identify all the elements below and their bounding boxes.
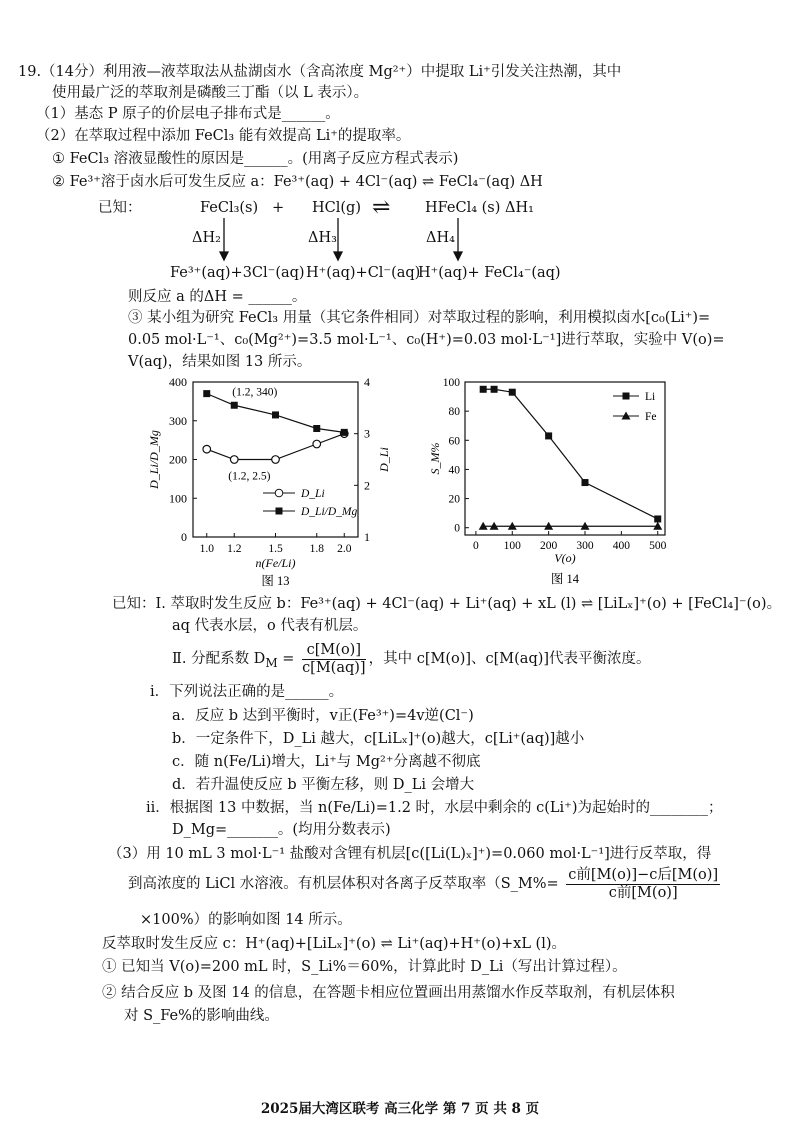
q-ii-line2: D_Mg=_______。(均用分数表示) [172,822,391,838]
cycle-product-1: Fe³⁺(aq)+3Cl⁻(aq) [170,265,305,281]
fig14-point-li [491,386,498,393]
cycle-arrows [0,0,800,300]
fig14-point-li [545,432,552,439]
fig13-right-axis-label: D_Li [377,447,391,472]
part3-line2-prefix: 到高浓度的 LiCl 水溶液。有机层体积对各离子反萃取率（S_M%= [128,876,559,892]
fig13-left-axis-label: D_Li/D_Mg [147,430,161,489]
fig13-annotation-ratio: (1.2, 340) [232,386,278,399]
fig13-x-tick-label: 1.8 [309,543,324,555]
fig14-x-tick-label: 400 [612,540,630,552]
fig14-y-tick-label: 100 [442,377,460,389]
partition-def-suffix: ，其中 c[M(o)]、c[M(aq)]代表平衡浓度。 [368,651,651,667]
fig14-point-li [582,479,589,486]
option-d: d．若升温使反应 b 平衡左移，则 D_Li 会增大 [172,777,475,793]
question-stem-line2: 使用最广泛的萃取剂是磷酸三丁酯（以 L 表示）。 [52,85,369,101]
fig13-right-tick-label: 4 [364,375,370,389]
fig13-title: 图 13 [261,574,290,588]
fig14-y-tick-label: 80 [448,406,460,419]
figure-14-chart [425,370,685,590]
fig13-point-ratio [313,425,320,432]
extraction-rate-denominator: c前[M(o)] [608,884,678,901]
cycle-reactant-fecl3: FeCl₃(s) [200,200,259,216]
part2-sub3-line2: 0.05 mol·L⁻¹、c₀(Mg²⁺)=3.5 mol·L⁻¹、c₀(H⁺)=0.03 mol·L⁻¹]进行萃取，实验中 V(o)= [128,332,725,348]
fig13-point-ratio [231,402,238,409]
fig13-right-tick-label: 2 [364,478,370,493]
partition-denominator: c[M(aq)] [302,659,366,676]
dh4-label: ΔH₄ [426,230,455,246]
fig13-x-tick-label: 1.2 [227,543,242,555]
figure-13-chart [138,370,428,590]
part1: （1）基态 P 原子的价层电子排布式是______。 [36,106,340,122]
fig14-point-li [480,386,487,393]
fig13-annotation-dli: (1.2, 2.5) [228,470,271,483]
fig13-left-tick-label: 300 [169,413,187,428]
fig14-point-li [509,389,516,396]
partition-numerator: c[M(o)] [302,642,366,660]
option-a: a．反应 b 达到平衡时，v正(Fe³⁺)=4v逆(Cl⁻) [172,708,474,724]
cycle-equilibrium-arrow: ⇌ [372,195,391,220]
known2-line1: 已知：Ⅰ. 萃取时发生反应 b：Fe³⁺(aq) + 4Cl⁻(aq) + Li⁺(aq) + xL (l) ⇌ [LiLₓ]⁺(o) + [FeCl₄]⁻(o)。 [112,596,782,612]
partition-subscript: M [265,655,278,670]
fig13-legend-marker-dli [275,489,283,497]
cycle-product-3: H⁺(aq)+ FeCl₄⁻(aq) [418,265,561,281]
dh3-label: ΔH₃ [308,230,337,246]
fig13-point-ratio [272,411,279,418]
part2-sub2: ② Fe³⁺溶于卤水后可发生反应 a：Fe³⁺(aq) + 4Cl⁻(aq) ⇌ FeCl₄⁻(aq) ΔH [52,174,543,190]
extraction-rate-fraction [566,867,720,902]
part2: （2）在萃取过程中添加 FeCl₃ 能有效提高 Li⁺的提取率。 [36,128,411,144]
fig14-point-li [654,515,661,522]
question-stem-line1: 19.（14分）利用液—液萃取法从盐湖卤水（含高浓度 Mg²⁺）中提取 Li⁺引发关注热潮，其中 [18,64,622,80]
known-label: 已知： [98,200,142,216]
fig13-point-ratio [341,429,348,436]
fig14-legend-label-fe: Fe [645,411,657,423]
fig13-left-tick-label: 100 [169,491,187,506]
fig14-y-tick-label: 0 [454,522,460,535]
fig13-point-ratio [203,390,210,397]
fig14-x-tick-label: 100 [503,540,521,552]
cycle-plus: + [272,200,285,216]
fig13-point-dli [272,456,280,464]
fig14-legend-marker-li [623,393,630,400]
known2-line3 [172,640,651,682]
cycle-product-2: H⁺(aq)+Cl⁻(aq) [306,265,421,281]
fig13-point-dli [203,445,211,453]
fig14-title: 图 14 [550,572,580,586]
part2-sub3-line1: ③ 某小组为研究 FeCl₃ 用量（其它条件相同）对萃取过程的影响，利用模拟卤水[c₀(Li⁺)= [128,310,711,326]
fig13-legend-label-ratio: D_Li/D_Mg [301,506,358,518]
fig13-right-tick-label: 1 [364,530,370,544]
known2-line2: aq 代表水层，o 代表有机层。 [172,618,368,634]
fig14-x-axis-label: V(o) [554,551,576,565]
fig14-x-tick-label: 200 [540,540,558,552]
q-i: i．下列说法正确的是______。 [150,684,344,700]
partition-def-prefix: Ⅱ. 分配系数 D [172,651,266,667]
part2-sub3-line3: V(aq)，结果如图 13 所示。 [128,354,312,370]
part3-line2 [128,862,723,906]
fig13-legend-marker-ratio [276,508,283,515]
fig14-x-tick-label: 300 [576,540,594,552]
fig13-x-tick-label: 1.0 [199,543,214,555]
dh-answer-line: 则反应 a 的ΔH = ______。 [128,289,307,305]
fig14-series-line-li [483,389,658,519]
partition-fraction [302,642,366,677]
fig14-y-tick-label: 20 [448,493,460,506]
fig13-point-dli [230,456,238,464]
fig13-left-tick-label: 400 [169,375,187,389]
part3-sub2-line1: ② 结合反应 b 及图 14 的信息，在答题卡相应位置画出用蒸馏水作反萃取剂，有机层体积 [102,985,675,1001]
fig14-y-tick-label: 60 [448,435,460,448]
cycle-product-hfecl4: HFeCl₄ (s) ΔH₁ [425,200,534,216]
part3-sub2-line2: 对 S_Fe%的影响曲线。 [124,1008,279,1024]
fig13-right-tick-label: 3 [364,426,370,441]
q-ii: ii．根据图 13 中数据，当 n(Fe/Li)=1.2 时，水层中剩余的 c(Li⁺)为起始时的________； [146,800,723,816]
part3-line1: （3）用 10 mL 3 mol·L⁻¹ 盐酸对含锂有机层[c([Li(L)ₓ]⁺)=0.060 mol·L⁻¹]进行反萃取，得 [108,846,712,862]
fig13-legend-label-dli: D_Li [301,488,325,500]
fig13-left-tick-label: 0 [181,530,187,544]
fig14-plot-frame [465,382,665,535]
page-footer: 2025届大湾区联考 高三化学 第 7 页 共 8 页 [260,1101,540,1117]
fig13-x-tick-label: 1.5 [268,543,283,555]
option-c: c．随 n(Fe/Li)增大，Li⁺与 Mg²⁺分离越不彻底 [172,754,481,770]
fig13-x-tick-label: 2.0 [337,543,352,555]
fig13-x-axis-label: n(Fe/Li) [255,556,296,570]
part3-line3: ×100%）的影响如图 14 所示。 [140,912,352,928]
partition-equals: = [277,651,295,667]
part3-sub1: ① 已知当 V(o)=200 mL 时，S_Li%＝60%，计算此时 D_Li（写出计算过程）。 [102,959,627,975]
part2-sub1: ① FeCl₃ 溶液显酸性的原因是______。(用离子反应方程式表示) [52,151,459,167]
dh2-label: ΔH₂ [192,230,221,246]
fig14-x-tick-label: 0 [473,540,479,552]
fig14-x-tick-label: 500 [649,540,667,552]
fig14-y-tick-label: 40 [448,464,460,477]
extraction-rate-numerator: c前[M(o)]−c后[M(o)] [568,866,719,883]
fig14-legend-label-li: Li [645,391,656,403]
cycle-reactant-hcl: HCl(g) [312,200,361,216]
fig13-left-tick-label: 200 [169,452,187,467]
option-b: b．一定条件下，D_Li 越大，c[LiLₓ]⁺(o)越大，c[Li⁺(aq)]越小 [172,731,585,747]
part3-reaction-c: 反萃取时发生反应 c：H⁺(aq)+[LiLₓ]⁺(o) ⇌ Li⁺(aq)+H⁺(o)+xL (l)。 [102,936,567,952]
fig13-point-dli [313,440,321,448]
fig14-y-axis-label: S_M% [428,442,442,475]
